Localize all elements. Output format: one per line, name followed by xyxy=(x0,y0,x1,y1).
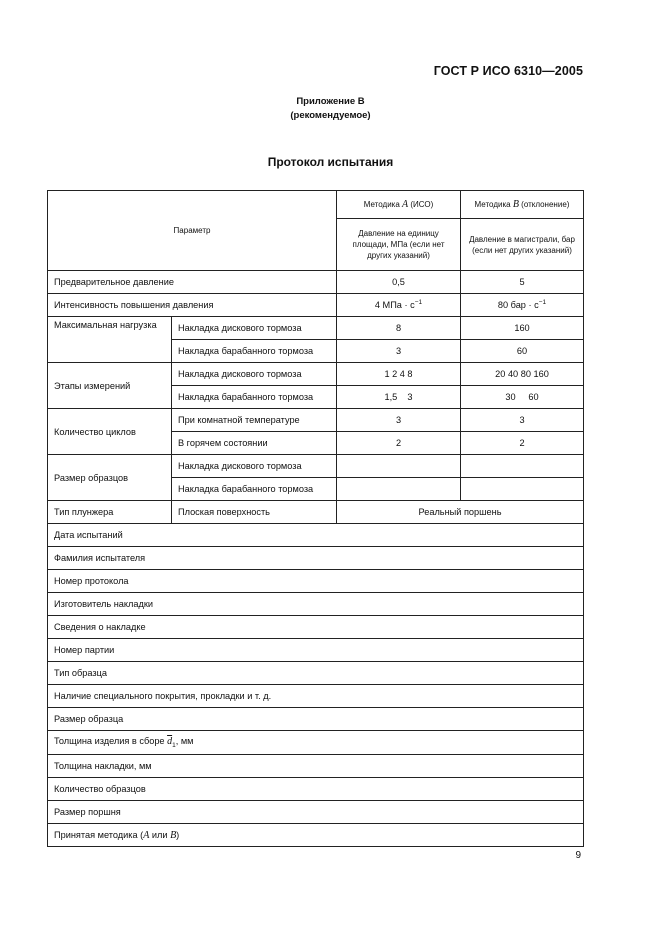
method-b-header: Методика B (отклонение) xyxy=(461,191,584,219)
cycles-hot-label: В горячем состоянии xyxy=(172,432,337,455)
table-row xyxy=(48,731,584,755)
info-row-label: Толщина накладки, мм xyxy=(48,755,584,778)
stages-label: Этапы измерений xyxy=(48,363,172,409)
cycles-room-a: 3 xyxy=(337,409,461,432)
protocol-title: Протокол испытания xyxy=(267,155,394,169)
protocol-table xyxy=(47,190,584,847)
sample-size-drum-a xyxy=(337,478,461,501)
table-row xyxy=(48,294,584,317)
document-code: ГОСТ Р ИСО 6310—2005 xyxy=(433,64,583,78)
table-row xyxy=(48,616,584,639)
max-load-drum-label: Накладка барабанного тормоза xyxy=(172,340,337,363)
stages-drum-b: 30 60 xyxy=(461,386,584,409)
stages-drum-label: Накладка барабанного тормоза xyxy=(172,386,337,409)
cycles-room-label: При комнатной температуре xyxy=(172,409,337,432)
table-row xyxy=(48,317,584,340)
plunger-flat: Плоская поверхность xyxy=(172,501,337,524)
sample-size-label: Размер образцов xyxy=(48,455,172,501)
table-row xyxy=(48,755,584,778)
plunger-real: Реальный поршень xyxy=(337,501,584,524)
info-row-label: Сведения о накладке xyxy=(48,616,584,639)
table-row xyxy=(48,524,584,547)
table-row xyxy=(48,801,584,824)
info-row-label: Количество образцов xyxy=(48,778,584,801)
stages-disc-label: Накладка дискового тормоза xyxy=(172,363,337,386)
max-load-disc-label: Накладка дискового тормоза xyxy=(172,317,337,340)
preload-a: 0,5 xyxy=(337,271,461,294)
table-row xyxy=(48,639,584,662)
sample-size-disc-label: Накладка дискового тормоза xyxy=(172,455,337,478)
info-row-label: Размер образца xyxy=(48,708,584,731)
preload-label: Предварительное давление xyxy=(48,271,337,294)
table-row xyxy=(48,547,584,570)
table-row xyxy=(48,271,584,294)
max-load-drum-a: 3 xyxy=(337,340,461,363)
accepted-method-label: Принятая методика (A или B) xyxy=(48,824,584,847)
info-row-label: Дата испытаний xyxy=(48,524,584,547)
page-number: 9 xyxy=(575,850,581,861)
sample-size-disc-b xyxy=(461,455,584,478)
table-row xyxy=(48,501,584,524)
cycles-room-b: 3 xyxy=(461,409,584,432)
cycles-hot-a: 2 xyxy=(337,432,461,455)
table-row xyxy=(48,409,584,432)
info-row-label: Номер протокола xyxy=(48,570,584,593)
preload-b: 5 xyxy=(461,271,584,294)
rate-a: 4 МПа · $с^{-1}$ xyxy=(337,294,461,317)
table-row xyxy=(48,455,584,478)
info-row-label: Номер партии xyxy=(48,639,584,662)
thickness-label: Толщина изделия в сборе $\overline{d}_1$, мм xyxy=(48,731,584,755)
appendix-heading xyxy=(0,95,661,123)
info-row-label: Фамилия испытателя xyxy=(48,547,584,570)
rate-b: 80 бар · $с^{-1}$ xyxy=(461,294,584,317)
max-load-drum-b: 60 xyxy=(461,340,584,363)
sample-size-disc-a xyxy=(337,455,461,478)
table-row xyxy=(48,778,584,801)
table-row xyxy=(48,708,584,731)
stages-drum-a: 1,5 3 xyxy=(337,386,461,409)
info-row-label: Изготовитель накладки xyxy=(48,593,584,616)
appendix-title: Приложение В xyxy=(296,96,365,107)
plunger-label: Тип плунжера xyxy=(48,501,172,524)
table-row xyxy=(48,662,584,685)
rate-label: Интенсивность повышения давления xyxy=(48,294,337,317)
appendix-status: (рекомендуемое) xyxy=(290,110,371,121)
max-load-disc-b: 160 xyxy=(461,317,584,340)
table-row xyxy=(48,685,584,708)
method-a-description: Давление на единицу площади, МПа (если нет других указаний) xyxy=(337,219,461,271)
cycles-hot-b: 2 xyxy=(461,432,584,455)
info-row-label: Размер поршня xyxy=(48,801,584,824)
method-a-header: Методика A (ИСО) xyxy=(337,191,461,219)
sample-size-drum-label: Накладка барабанного тормоза xyxy=(172,478,337,501)
stages-disc-a: 1 2 4 8 xyxy=(337,363,461,386)
table-row xyxy=(48,570,584,593)
param-header: Параметр xyxy=(48,191,337,271)
max-load-label: Максимальная нагрузка xyxy=(48,317,172,363)
stages-disc-b: 20 40 80 160 xyxy=(461,363,584,386)
method-b-description: Давление в магистрали, бар (если нет других указаний) xyxy=(461,219,584,271)
info-row-label: Тип образца xyxy=(48,662,584,685)
cycles-label: Количество циклов xyxy=(48,409,172,455)
max-load-disc-a: 8 xyxy=(337,317,461,340)
info-row-label: Наличие специального покрытия, прокладки и т. д. xyxy=(48,685,584,708)
sample-size-drum-b xyxy=(461,478,584,501)
table-header-row xyxy=(48,191,584,219)
table-row xyxy=(48,593,584,616)
table-row xyxy=(48,824,584,847)
table-row xyxy=(48,363,584,386)
